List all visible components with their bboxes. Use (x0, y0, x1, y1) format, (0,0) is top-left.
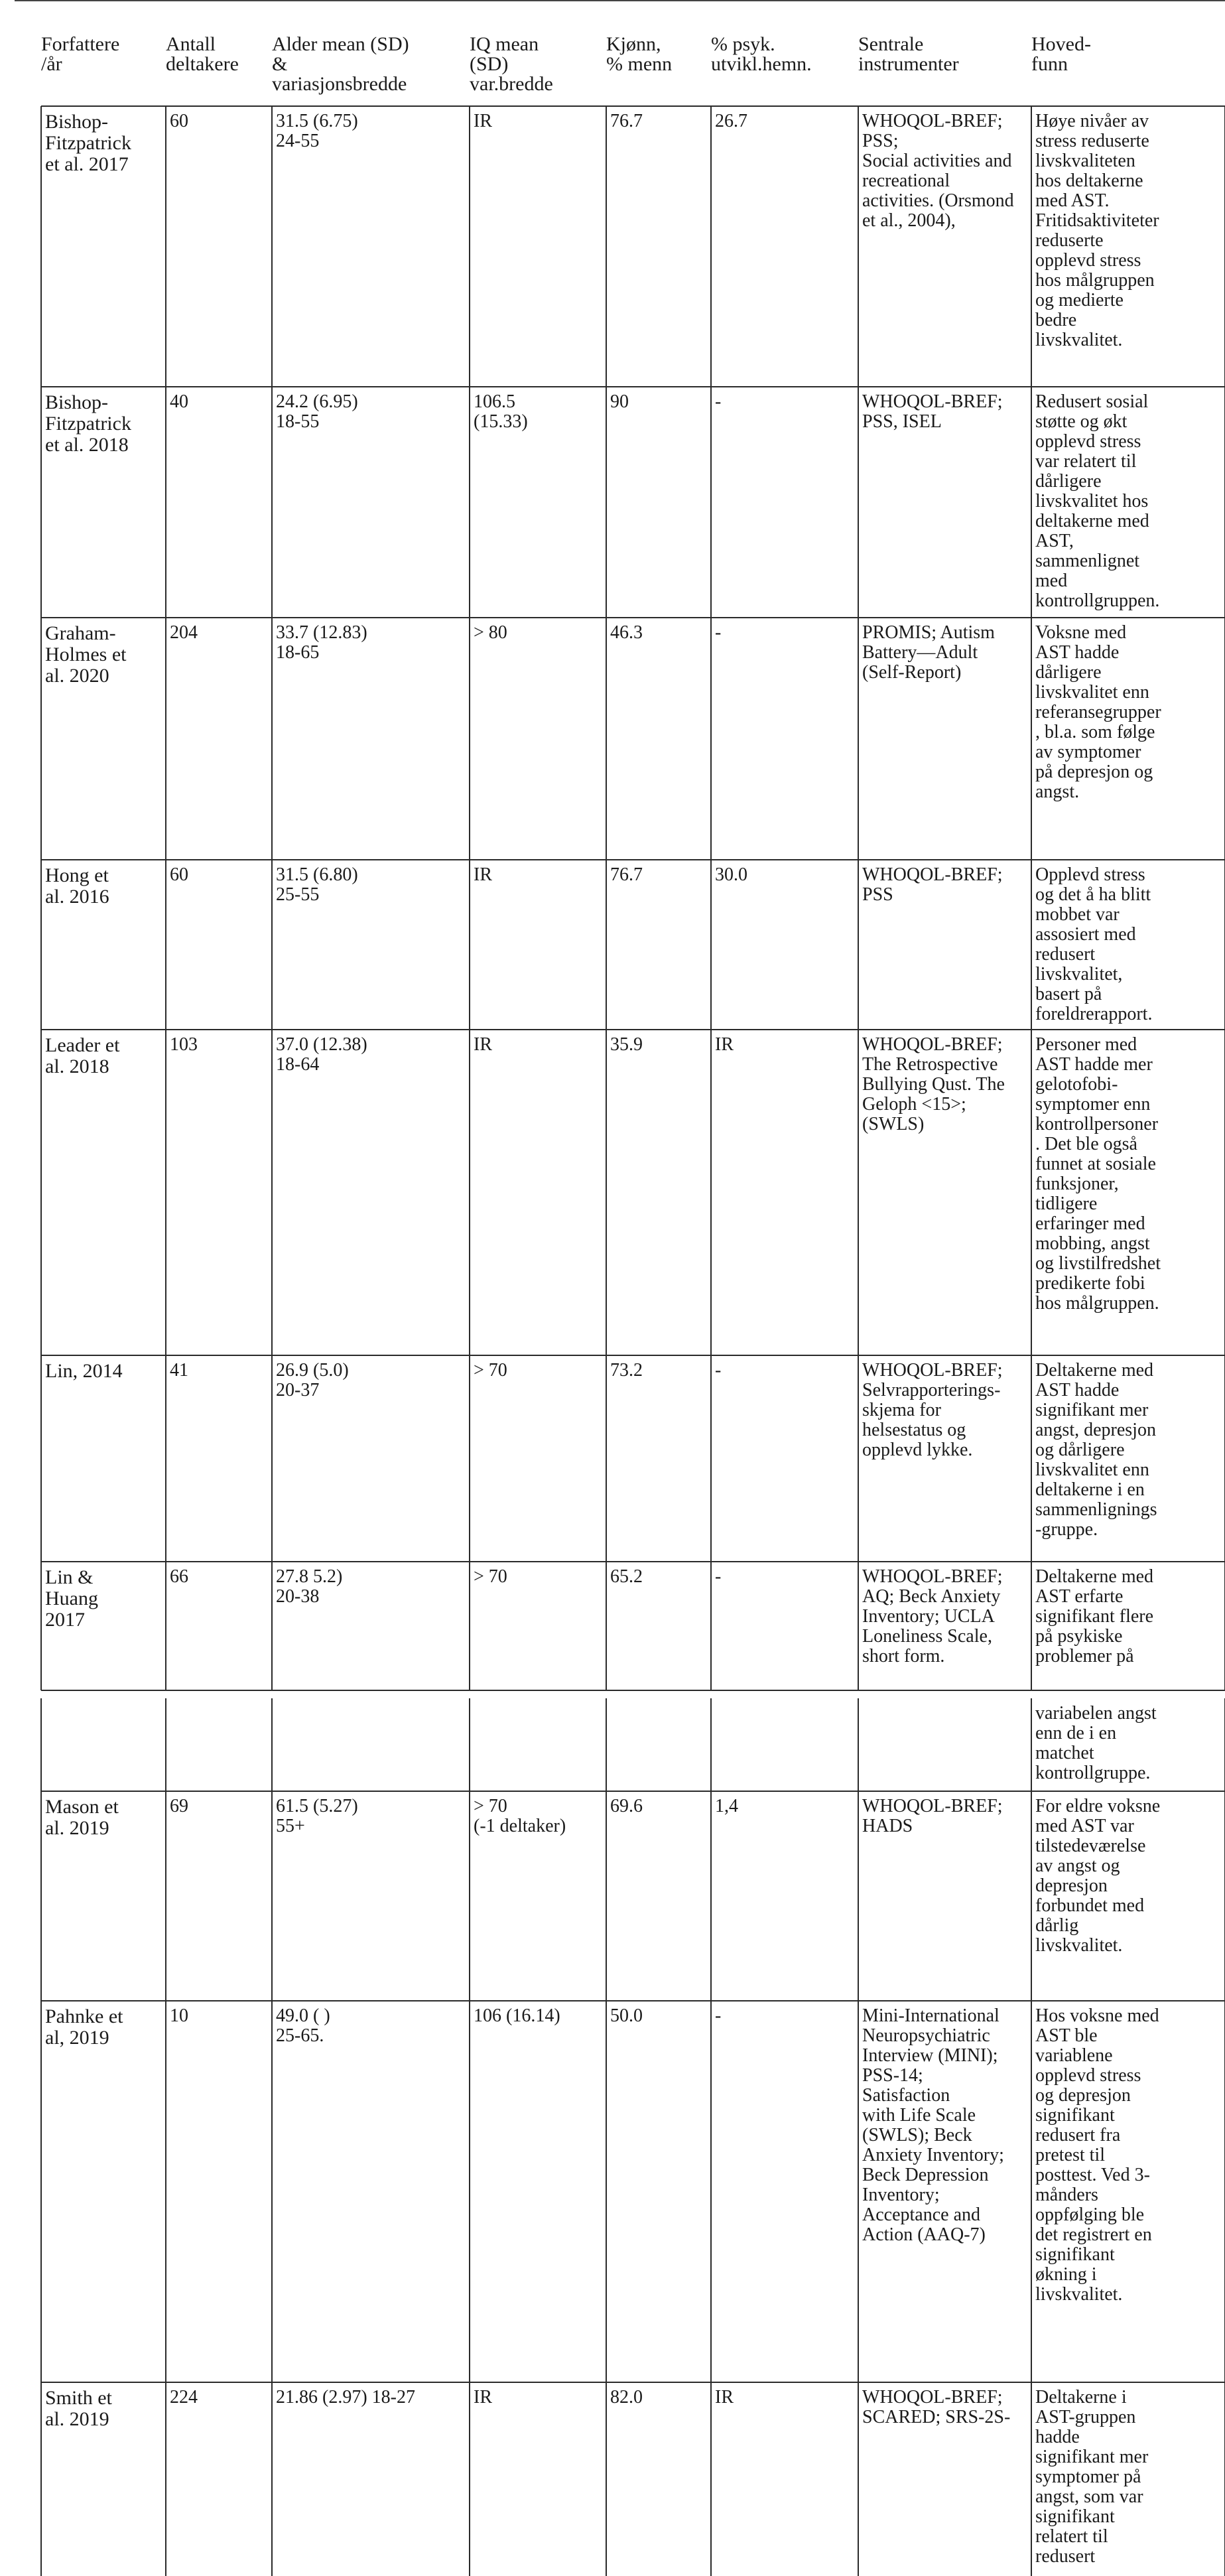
cell-idd: IR (715, 2387, 734, 2407)
column-rule (271, 1698, 273, 2576)
row-rule (41, 105, 1225, 107)
cell-iq: IR (474, 1034, 492, 1055)
cell-male: 46.3 (610, 622, 643, 643)
cell-participants: 69 (170, 1796, 188, 1816)
column-rule (858, 106, 859, 1690)
cell-instruments: WHOQOL-BREF; PSS; Social activities and recreational activities. (Orsmond et al., 2004), (862, 111, 1014, 231)
column-rule (271, 106, 273, 1690)
cell-author: Smith et al. 2019 (45, 2387, 112, 2430)
cell-instruments: Mini-International Neuropsychiatric Interview (MINI); PSS-14; Satisfaction with Life Scale (SWLS); Beck Anxiety Inventory; Beck Depression Inventory; Acceptance and Action (AAQ-7) (862, 2005, 1004, 2245)
column-rule (606, 106, 607, 1690)
cell-author: Graham- Holmes et al. 2020 (45, 622, 127, 687)
cell-age: 21.86 (2.97) 18-27 (276, 2387, 415, 2407)
cell-male: 76.7 (610, 864, 643, 885)
cell-male: 73.2 (610, 1360, 643, 1381)
cell-author: Hong et al. 2016 (45, 864, 109, 908)
cell-participants: 66 (170, 1566, 188, 1587)
cell-idd: 30.0 (715, 864, 747, 885)
cell-findings: Deltakerne i AST-gruppen hadde signifikant mer symptomer på angst, som var signifikant relatert til redusert (1035, 2387, 1149, 2567)
row-rule (41, 2000, 1225, 2001)
cell-idd: - (715, 391, 722, 412)
cell-participants: 40 (170, 391, 188, 412)
cell-age: 33.7 (12.83) 18-65 (276, 622, 367, 663)
cell-age: 27.8 5.2) 20-38 (276, 1566, 343, 1607)
cell-participants: 204 (170, 622, 198, 643)
cell-male: 65.2 (610, 1566, 643, 1587)
cell-findings: Redusert sosial støtte og økt opplevd stress var relatert til dårligere livskvalitet hos deltakerne med AST, sammenlignet med kontrollgruppen. (1035, 391, 1160, 611)
cell-findings: variabelen angst enn de i en matchet kontrollgruppe. (1035, 1703, 1157, 1783)
cell-author: Lin & Huang 2017 (45, 1566, 98, 1631)
cell-idd: 1,4 (715, 1796, 738, 1816)
cell-iq: IR (474, 864, 492, 885)
cell-findings: Deltakerne med AST hadde signifikant mer angst, depresjon og dårligere livskvalitet enn deltakerne i en sammenlignings -gruppe. (1035, 1360, 1157, 1540)
cell-instruments: WHOQOL-BREF; PSS (862, 864, 1003, 905)
cell-findings: For eldre voksne med AST var tilstedeværelse av angst og depresjon forbundet med dårlig livskvalitet. (1035, 1796, 1161, 1956)
column-rule (165, 1698, 166, 2576)
cell-iq: > 70 (474, 1360, 507, 1381)
cell-idd: - (715, 1566, 722, 1587)
cell-idd: 26.7 (715, 111, 747, 131)
cell-idd: - (715, 1360, 722, 1381)
header-idd: % psyk. utvikl.hemn. (711, 33, 812, 75)
column-rule (858, 1698, 859, 2576)
cell-instruments: PROMIS; Autism Battery—Adult (Self-Report) (862, 622, 995, 683)
header-participants: Antall deltakere (166, 33, 239, 75)
cell-instruments: WHOQOL-BREF; The Retrospective Bullying Qust. The Geloph <15>; (SWLS) (862, 1034, 1005, 1134)
cell-participants: 103 (170, 1034, 198, 1055)
cell-iq: > 80 (474, 622, 507, 643)
row-rule (41, 1355, 1225, 1356)
column-rule (710, 1698, 712, 2576)
cell-iq: > 70 (-1 deltaker) (474, 1796, 566, 1836)
cell-participants: 10 (170, 2005, 188, 2026)
cell-participants: 60 (170, 864, 188, 885)
row-rule (41, 1561, 1225, 1562)
row-rule (41, 2382, 1225, 2383)
cell-age: 26.9 (5.0) 20-37 (276, 1360, 349, 1400)
cell-findings: Personer med AST hadde mer gelotofobi- symptomer enn kontrollpersoner . Det ble også funnet at sosiale funksjoner, tidligere erfaringer med mobbing, angst og livstilfredshet predikerte fobi hos målgruppen. (1035, 1034, 1161, 1314)
header-instruments: Sentrale instrumenter (858, 33, 959, 75)
cell-age: 61.5 (5.27) 55+ (276, 1796, 358, 1836)
cell-male: 90 (610, 391, 629, 412)
cell-author: Bishop- Fitzpatrick et al. 2018 (45, 391, 131, 456)
row-rule (41, 617, 1225, 618)
cell-findings: Høye nivåer av stress reduserte livskvaliteten hos deltakerne med AST. Fritidsaktiviteter reduserte opplevd stress hos målgruppen og medierte bedre livskvalitet. (1035, 111, 1159, 350)
column-rule (40, 1698, 42, 2576)
column-rule (1031, 106, 1032, 1690)
header-male: Kjønn, % menn (606, 33, 673, 75)
cell-instruments: WHOQOL-BREF; PSS, ISEL (862, 391, 1003, 432)
cell-iq: > 70 (474, 1566, 507, 1587)
cell-idd: IR (715, 1034, 734, 1055)
cell-male: 50.0 (610, 2005, 643, 2026)
cell-participants: 224 (170, 2387, 198, 2407)
cell-participants: 60 (170, 111, 188, 131)
cell-iq: IR (474, 111, 492, 131)
cell-age: 31.5 (6.80) 25-55 (276, 864, 358, 905)
row-rule (41, 1690, 1225, 1691)
cell-iq: 106 (16.14) (474, 2005, 560, 2026)
cell-idd: - (715, 622, 722, 643)
header-iq: IQ mean (SD) var.bredde (470, 33, 553, 95)
row-rule (41, 859, 1225, 860)
column-rule (1031, 1698, 1032, 2576)
cell-age: 49.0 ( ) 25-65. (276, 2005, 330, 2046)
cell-author: Bishop- Fitzpatrick et al. 2017 (45, 111, 131, 175)
cell-instruments: WHOQOL-BREF; AQ; Beck Anxiety Inventory; UCLA Loneliness Scale, short form. (862, 1566, 1003, 1666)
cell-author: Pahnke et al, 2019 (45, 2005, 123, 2049)
header-age: Alder mean (SD) & variasjonsbredde (272, 33, 409, 95)
cell-age: 24.2 (6.95) 18-55 (276, 391, 358, 432)
row-rule (41, 1791, 1225, 1792)
cell-male: 69.6 (610, 1796, 643, 1816)
column-rule (469, 106, 470, 1690)
column-rule (40, 106, 42, 1690)
column-rule (165, 106, 166, 1690)
cell-male: 35.9 (610, 1034, 643, 1055)
cell-age: 31.5 (6.75) 24-55 (276, 111, 358, 151)
row-rule (41, 386, 1225, 387)
cell-male: 82.0 (610, 2387, 643, 2407)
cell-instruments: WHOQOL-BREF; HADS (862, 1796, 1003, 1836)
cell-findings: Deltakerne med AST erfarte signifikant flere på psykiske problemer på (1035, 1566, 1154, 1666)
row-rule (41, 1029, 1225, 1030)
header-findings: Hoved- funn (1031, 33, 1091, 75)
cell-author: Lin, 2014 (45, 1360, 123, 1382)
cell-male: 76.7 (610, 111, 643, 131)
column-rule (469, 1698, 470, 2576)
cell-iq: 106.5 (15.33) (474, 391, 528, 432)
cell-author: Mason et al. 2019 (45, 1796, 119, 1839)
cell-findings: Opplevd stress og det å ha blitt mobbet var assosiert med redusert livskvalitet, basert på foreldrerapport. (1035, 864, 1153, 1024)
cell-iq: IR (474, 2387, 492, 2407)
cell-participants: 41 (170, 1360, 188, 1381)
cell-findings: Hos voksne med AST ble variablene opplevd stress og depresjon signifikant redusert fra pretest til posttest. Ved 3- månders oppfølging ble det registrert en signifikant økning i livskvalitet. (1035, 2005, 1159, 2305)
cell-idd: - (715, 2005, 722, 2026)
header-author: Forfattere /år (41, 33, 120, 75)
cell-instruments: WHOQOL-BREF; SCARED; SRS-2S- (862, 2387, 1011, 2427)
cell-author: Leader et al. 2018 (45, 1034, 120, 1077)
column-rule (710, 106, 712, 1690)
cell-instruments: WHOQOL-BREF; Selvrapporterings- skjema for helsestatus og opplevd lykke. (862, 1360, 1003, 1460)
cell-age: 37.0 (12.38) 18-64 (276, 1034, 367, 1075)
cell-findings: Voksne med AST hadde dårligere livskvalitet enn referansegrupper , bl.a. som følge av symptomer på depresjon og angst. (1035, 622, 1161, 802)
column-rule (606, 1698, 607, 2576)
studies-table (15, 0, 1225, 2576)
